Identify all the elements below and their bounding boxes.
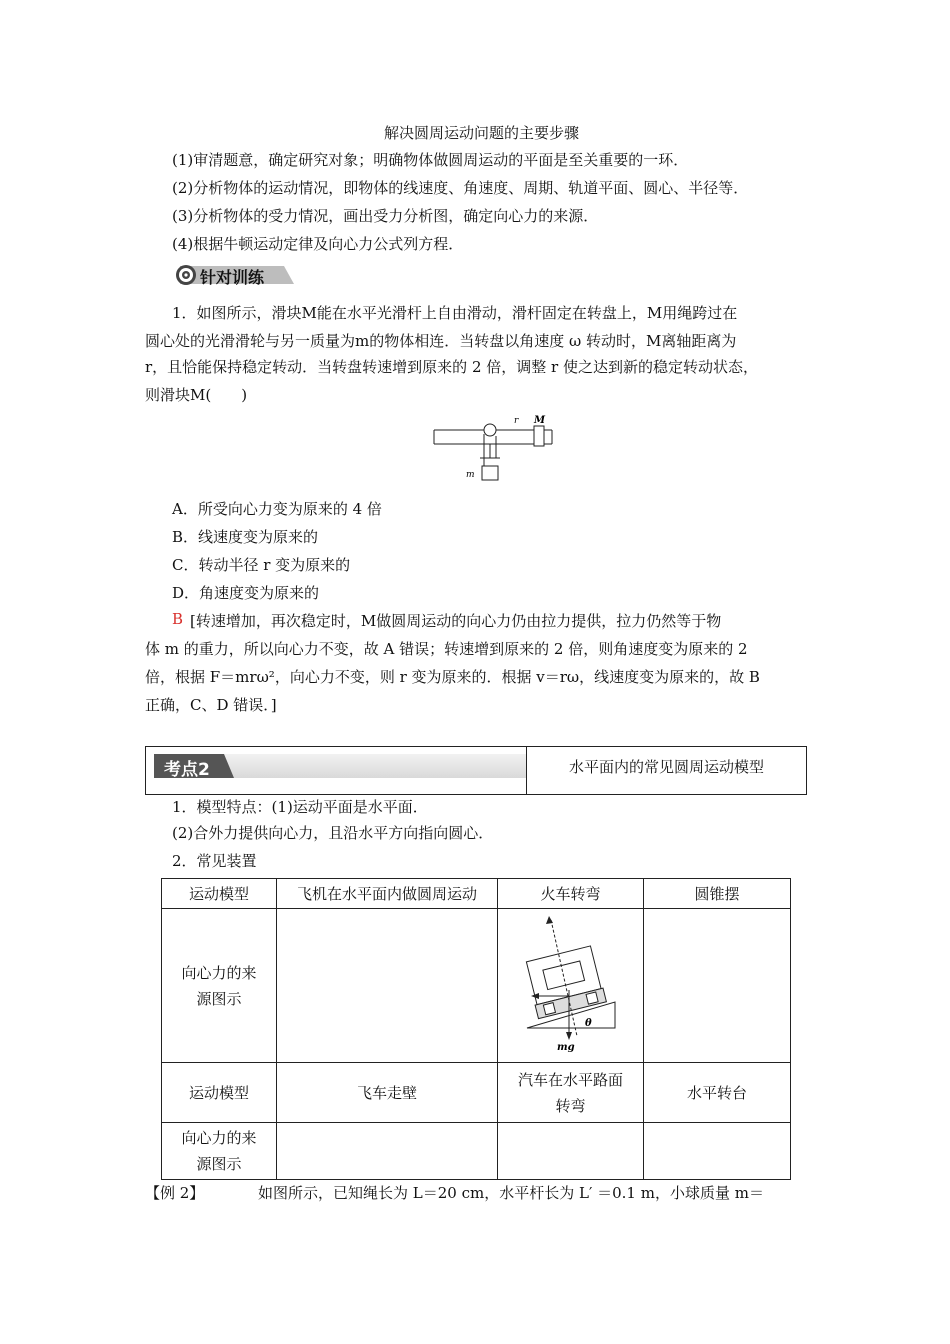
option-b: B．线速度变为原来的 — [172, 528, 319, 546]
step-3: (3)分析物体的受力情况，画出受力分析图，确定向心力的来源． — [172, 207, 599, 225]
cell-source-label: 向心力的来 源图示 — [162, 909, 277, 1063]
cell-train-figure — [498, 909, 644, 1063]
cell-wall-car: 飞车走壁 — [277, 1063, 498, 1123]
q1-line-3: r，且恰能保持稳定转动．当转盘转速增到原来的 2 倍，调整 r 使之达到新的稳定转动状态， — [145, 358, 758, 376]
explanation-line-4: 正确，C、D 错误．] — [145, 696, 277, 714]
explanation-line-3: 倍，根据 F＝mrω²，向心力不变，则 r 变为原来的．根据 v＝rω，线速度变为原来的，故 B — [145, 668, 760, 686]
cell-empty-3 — [644, 1123, 791, 1180]
cell-header-plane: 飞机在水平面内做圆周运动 — [277, 879, 498, 909]
q1-line-2: 圆心处的光滑滑轮与另一质量为m的物体相连．当转盘以角速度 ω 转动时，M离轴距离为 — [145, 332, 737, 350]
cell-empty-1 — [277, 1123, 498, 1180]
example2-tag: 【例 2】 — [145, 1184, 205, 1202]
label-mg: mg — [556, 1041, 575, 1052]
cell-header-cone: 圆锥摆 — [644, 879, 791, 909]
model-feature-1: 1．模型特点：(1)运动平面是水平面． — [172, 798, 428, 816]
explanation-line-2: 体 m 的重力，所以向心力不变，故 A 错误；转速增到原来的 2 倍，则角速度变为原来的 2 — [145, 640, 748, 658]
kaodian-label: 考点2 — [164, 760, 210, 780]
train-turn-figure — [511, 912, 631, 1052]
step-1: (1)审清题意，确定研究对象；明确物体做圆周运动的平面是至关重要的一环． — [172, 151, 689, 169]
step-2: (2)分析物体的运动情况，即物体的线速度、角速度、周期、轨道平面、圆心、半径等． — [172, 179, 749, 197]
section-title: 解决圆周运动问题的主要步骤 — [384, 124, 580, 142]
step-4: (4)根据牛顿运动定律及向心力公式列方程． — [172, 235, 464, 253]
label-m: m — [466, 470, 475, 480]
cell-plane-figure — [277, 909, 498, 1063]
cell-header-train: 火车转弯 — [498, 879, 644, 909]
common-devices-heading: 2．常见装置 — [172, 852, 257, 870]
practice-heading: 针对训练 — [200, 268, 265, 287]
cell-empty-2 — [498, 1123, 644, 1180]
answer-letter: B — [172, 610, 184, 628]
kaodian-header — [145, 746, 807, 795]
cell-source-label-2: 向心力的来 源图示 — [162, 1123, 277, 1180]
option-d: D．角速度变为原来的 — [172, 584, 320, 602]
rod-slider-figure — [430, 410, 560, 488]
option-c: C．转动半径 r 变为原来的 — [172, 556, 351, 574]
cell-model-label-2: 运动模型 — [162, 1063, 277, 1123]
label-r: r — [514, 416, 519, 426]
devices-table — [161, 878, 791, 1180]
cell-header-model: 运动模型 — [162, 879, 277, 909]
option-a: A．所受向心力变为原来的 4 倍 — [172, 500, 382, 518]
kaodian-title: 水平面内的常见圆周运动模型 — [568, 758, 764, 776]
label-M: M — [534, 415, 546, 426]
example2-text: 如图所示，已知绳长为 L＝20 cm，水平杆长为 L′ ＝0.1 m，小球质量 m＝ — [258, 1184, 764, 1202]
practice-heading-badge — [172, 264, 297, 286]
q1-line-4: 则滑块M( ) — [145, 386, 248, 404]
label-theta: θ — [584, 1017, 592, 1029]
explanation-line-1: [转速增加，再次稳定时，M做圆周运动的向心力仍由拉力提供，拉力仍然等于物 — [190, 612, 722, 630]
cell-cone-figure — [644, 909, 791, 1063]
model-feature-2: (2)合外力提供向心力，且沿水平方向指向圆心． — [172, 824, 494, 842]
cell-car-turn: 汽车在水平路面 转弯 — [498, 1063, 644, 1123]
cell-turntable: 水平转台 — [644, 1063, 791, 1123]
q1-line-1: 1．如图所示，滑块M能在水平光滑杆上自由滑动，滑杆固定在转盘上，M用绳跨过在 — [172, 304, 738, 322]
